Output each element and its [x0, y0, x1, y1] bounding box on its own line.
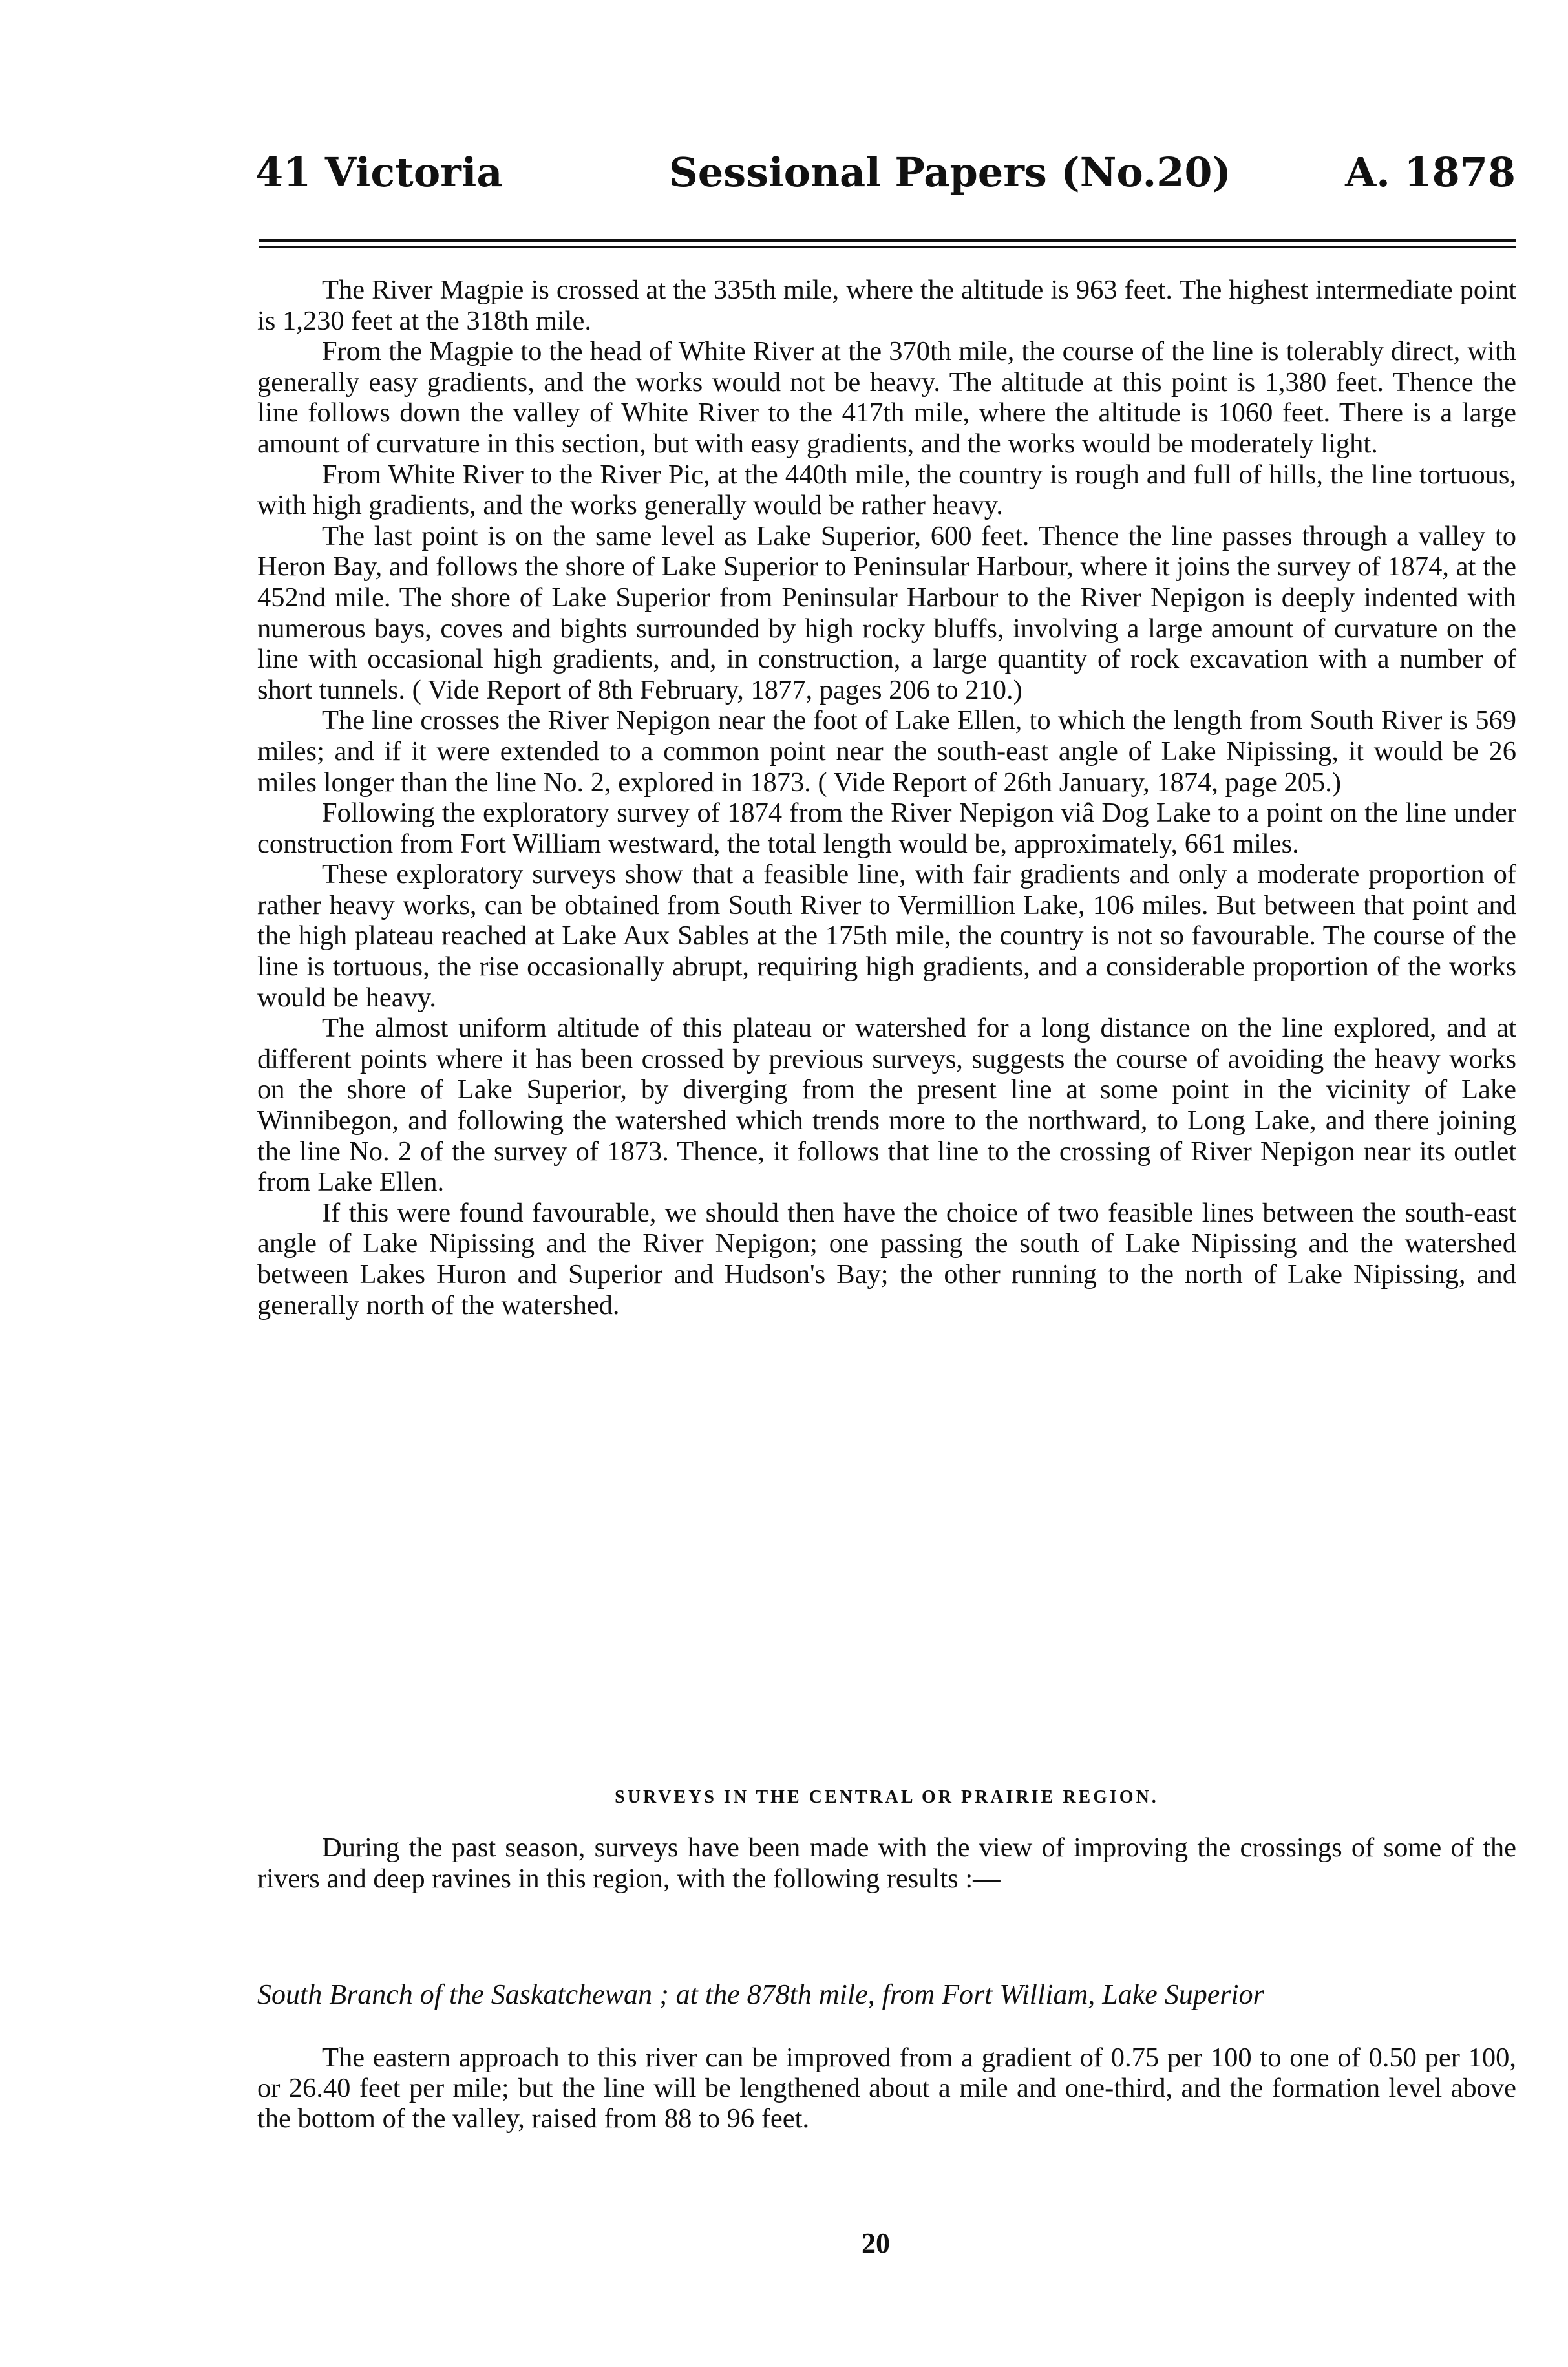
subsection-text — [257, 2043, 1516, 2134]
paragraph: The almost uniform altitude of this plateau or watershed for a long distance on the line explored, and at different points where it has been crossed by previous surveys, suggests the course of avoiding the heavy works on the shore of Lake Superior, by diverging from the present line at some point in the vicinity of Lake Winnibegon, and following the watershed which trends more to the northward, to Long Lake, and there joining the line No. 2 of the survey of 1873. Thence, it follows that line to the crossing of River Nepigon near its outlet from Lake Ellen. — [257, 1013, 1516, 1198]
paragraph: The last point is on the same level as Lake Superior, 600 feet. Thence the line passes through a valley to Heron Bay, and follows the shore of Lake Superior to Peninsular Harbour, where it joins the survey of 1874, at the 452nd mile. The shore of Lake Superior from Peninsular Harbour to the River Nepigon is deeply indented with numerous bays, coves and bights surrounded by high rocky bluffs, involving a large amount of curvature on the line with occasional high gradients, and, in construction, a large quantity of rock excavation with a number of short tunnels. ( Vide Report of 8th February, 1877, pages 206 to 210.) — [257, 520, 1516, 705]
header-rule-thin — [259, 246, 1516, 248]
paragraph: From White River to the River Pic, at the 440th mile, the country is rough and full of hills, the line tortuous, with high gradients, and the works generally would be rather heavy. — [257, 459, 1516, 521]
paragraph: The eastern approach to this river can be improved from a gradient of 0.75 per 100 to one of 0.50 per 100, or 26.40 feet per mile; but the line will be lengthened about a mile and one-third, and the formation level above the bottom of the valley, raised from 88 to 96 feet. — [257, 2043, 1516, 2134]
section-heading: SURVEYS IN THE CENTRAL OR PRAIRIE REGION. — [615, 1787, 1159, 1807]
paragraph: If this were found favourable, we should then have the choice of two feasible lines between the south-east angle of Lake Nipissing and the River Nepigon; one passing the south of Lake Nipissing and the watershed between Lakes Huron and Superior and Hudson's Bay; the other running to the north of Lake Nipissing, and generally north of the watershed. — [257, 1197, 1516, 1321]
header-title: Sessional Papers (No.20) — [669, 149, 1231, 196]
paragraph: These exploratory surveys show that a feasible line, with fair gradients and only a moderate proportion of rather heavy works, can be obtained from South River to Vermillion Lake, 106 miles. But between that point and the high plateau reached at Lake Aux Sables at the 175th mile, the country is not so favourable. The course of the line is tortuous, the rise occasionally abrupt, requiring high gradients, and a considerable proportion of the works would be heavy. — [257, 859, 1516, 1013]
header-volume: 41 Victoria — [255, 149, 503, 196]
paragraph: The River Magpie is crossed at the 335th mile, where the altitude is 963 feet. The highest intermediate point is 1,230 feet at the 318th mile. — [257, 275, 1516, 336]
page-number: 20 — [862, 2227, 890, 2259]
subsection-heading: South Branch of the Saskatchewan ; at the 878th mile, from Fort William, Lake Superior — [257, 1979, 1264, 2010]
paragraph: During the past season, surveys have been made with the view of improving the crossings of some of the rivers and deep ravines in this region, with the following results :— — [257, 1832, 1516, 1894]
paragraph: Following the exploratory survey of 1874 from the River Nepigon viâ Dog Lake to a point on the line under construction from Fort William westward, the total length would be, approximately, 661 miles. — [257, 798, 1516, 859]
header-rule-thick — [259, 239, 1516, 242]
paragraph: The line crosses the River Nepigon near the foot of Lake Ellen, to which the length from South River is 569 miles; and if it were extended to a common point near the south-east angle of Lake Nipissing, it would be 26 miles longer than the line No. 2, explored in 1873. ( Vide Report of 26th January, 1874, page 205.) — [257, 705, 1516, 798]
body-text — [257, 275, 1516, 1321]
section-intro — [257, 1832, 1516, 1895]
paragraph: From the Magpie to the head of White River at the 370th mile, the course of the line is tolerably direct, with generally easy gradients, and the works would not be heavy. The altitude at this point is 1,380 feet. Thence the line follows down the valley of White River to the 417th mile, where the altitude is 1060 feet. There is a large amount of curvature in this section, but with easy gradients, and the works would be moderately light. — [257, 336, 1516, 459]
page-header — [255, 149, 1516, 200]
header-year: A. 1878 — [1345, 149, 1516, 196]
